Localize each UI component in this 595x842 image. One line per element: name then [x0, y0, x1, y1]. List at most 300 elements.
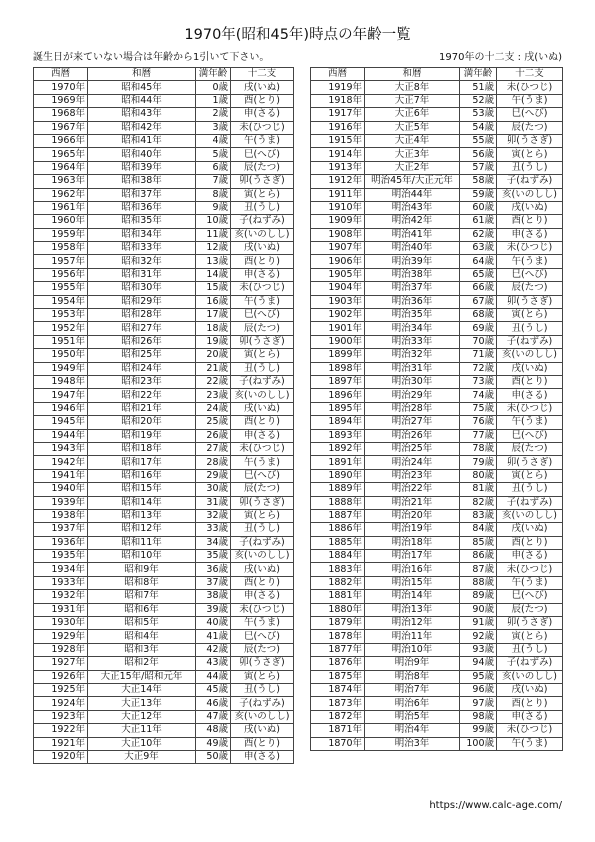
table-row: [311, 630, 563, 643]
wareki-cell: 明治36年: [365, 295, 460, 308]
zodiac-cell: 戌(いぬ): [231, 402, 294, 415]
zodiac-cell: 午(うま): [497, 576, 563, 589]
age-cell: 25歳: [196, 416, 231, 429]
age-cell: 28歳: [196, 456, 231, 469]
wareki-cell: 明治33年: [365, 335, 460, 348]
age-cell: 44歳: [196, 670, 231, 683]
age-cell: 0歳: [196, 81, 231, 94]
zodiac-cell: 申(さる): [231, 590, 294, 603]
wareki-cell: 昭和18年: [88, 442, 196, 455]
table-row: [311, 724, 563, 737]
zodiac-cell: 辰(たつ): [497, 121, 563, 134]
zodiac-cell: 亥(いのしし): [231, 710, 294, 723]
age-cell: 62歳: [460, 228, 497, 241]
seireki-cell: 1898年: [311, 362, 365, 375]
page-title: 1970年(昭和45年)時点の年齢一覧: [184, 27, 411, 43]
seireki-cell: 1890年: [311, 469, 365, 482]
table-row: [311, 121, 563, 134]
zodiac-cell: 申(さる): [231, 429, 294, 442]
table-row: [34, 429, 294, 442]
age-cell: 33歳: [196, 523, 231, 536]
wareki-cell: 明治24年: [365, 456, 460, 469]
wareki-cell: 明治43年: [365, 201, 460, 214]
age-cell: 69歳: [460, 322, 497, 335]
age-cell: 18歳: [196, 322, 231, 335]
age-cell: 89歳: [460, 590, 497, 603]
zodiac-cell: 寅(とら): [231, 349, 294, 362]
age-cell: 31歳: [196, 496, 231, 509]
zodiac-cell: 子(ねずみ): [231, 215, 294, 228]
zodiac-cell: 丑(うし): [231, 362, 294, 375]
zodiac-cell: 亥(いのしし): [497, 188, 563, 201]
table-row: [34, 188, 294, 201]
wareki-cell: 明治7年: [365, 683, 460, 696]
age-cell: 40歳: [196, 617, 231, 630]
wareki-cell: 昭和20年: [88, 416, 196, 429]
age-cell: 1歳: [196, 94, 231, 107]
age-cell: 85歳: [460, 536, 497, 549]
seireki-cell: 1929年: [34, 630, 88, 643]
wareki-cell: 明治8年: [365, 670, 460, 683]
table-row: [34, 94, 294, 107]
zodiac-cell: 酉(とり): [231, 94, 294, 107]
seireki-cell: 1885年: [311, 536, 365, 549]
age-cell: 68歳: [460, 309, 497, 322]
table-row: [34, 509, 294, 522]
zodiac-cell: 申(さる): [231, 268, 294, 281]
seireki-cell: 1895年: [311, 402, 365, 415]
age-cell: 75歳: [460, 402, 497, 415]
seireki-cell: 1955年: [34, 282, 88, 295]
table-row: [311, 108, 563, 121]
age-cell: 27歳: [196, 442, 231, 455]
wareki-cell: 明治12年: [365, 617, 460, 630]
seireki-cell: 1957年: [34, 255, 88, 268]
zodiac-cell: 午(うま): [497, 416, 563, 429]
zodiac-cell: 亥(いのしし): [231, 550, 294, 563]
zodiac-cell: 子(ねずみ): [497, 657, 563, 670]
table-row: [311, 590, 563, 603]
wareki-cell: 明治44年: [365, 188, 460, 201]
table-row: [34, 134, 294, 147]
zodiac-cell: 子(ねずみ): [497, 335, 563, 348]
table-row: [311, 442, 563, 455]
zodiac-cell: 巳(へび): [231, 148, 294, 161]
zodiac-cell: 寅(とら): [497, 630, 563, 643]
seireki-cell: 1969年: [34, 94, 88, 107]
wareki-cell: 明治31年: [365, 362, 460, 375]
table-row: [34, 335, 294, 348]
table-row: [34, 295, 294, 308]
wareki-cell: 昭和21年: [88, 402, 196, 415]
age-cell: 12歳: [196, 242, 231, 255]
wareki-cell: 昭和41年: [88, 134, 196, 147]
age-cell: 65歳: [460, 268, 497, 281]
seireki-cell: 1896年: [311, 389, 365, 402]
wareki-cell: 明治18年: [365, 536, 460, 549]
table-row: [34, 389, 294, 402]
zodiac-cell: 子(ねずみ): [497, 496, 563, 509]
table-row: [34, 175, 294, 188]
zodiac-cell: 未(ひつじ): [231, 121, 294, 134]
age-cell: 5歳: [196, 148, 231, 161]
age-cell: 3歳: [196, 121, 231, 134]
zodiac-cell: 酉(とり): [497, 697, 563, 710]
seireki-cell: 1954年: [34, 295, 88, 308]
seireki-cell: 1907年: [311, 242, 365, 255]
age-cell: 93歳: [460, 643, 497, 656]
age-cell: 61歳: [460, 215, 497, 228]
wareki-cell: 明治42年: [365, 215, 460, 228]
age-cell: 13歳: [196, 255, 231, 268]
table-body-left: [34, 81, 294, 764]
zodiac-cell: 辰(たつ): [497, 282, 563, 295]
age-cell: 63歳: [460, 242, 497, 255]
wareki-cell: 明治14年: [365, 590, 460, 603]
zodiac-cell: 午(うま): [231, 617, 294, 630]
table-row: [311, 657, 563, 670]
zodiac-cell: 巳(へび): [497, 590, 563, 603]
zodiac-cell: 戌(いぬ): [497, 362, 563, 375]
wareki-cell: 明治26年: [365, 429, 460, 442]
age-cell: 32歳: [196, 509, 231, 522]
seireki-cell: 1889年: [311, 483, 365, 496]
seireki-cell: 1964年: [34, 161, 88, 174]
table-row: [34, 536, 294, 549]
table-row: [34, 630, 294, 643]
zodiac-cell: 未(ひつじ): [497, 81, 563, 94]
age-cell: 56歳: [460, 148, 497, 161]
wareki-cell: 大正9年: [88, 750, 196, 763]
zodiac-cell: 子(ねずみ): [497, 175, 563, 188]
wareki-cell: 昭和44年: [88, 94, 196, 107]
zodiac-cell: 午(うま): [231, 295, 294, 308]
table-row: [34, 201, 294, 214]
zodiac-cell: 戌(いぬ): [231, 724, 294, 737]
age-cell: 11歳: [196, 228, 231, 241]
age-cell: 79歳: [460, 456, 497, 469]
zodiac-cell: 寅(とら): [231, 509, 294, 522]
wareki-cell: 昭和13年: [88, 509, 196, 522]
table-row: [311, 402, 563, 415]
seireki-cell: 1888年: [311, 496, 365, 509]
wareki-cell: 明治30年: [365, 375, 460, 388]
seireki-cell: 1871年: [311, 724, 365, 737]
wareki-cell: 大正11年: [88, 724, 196, 737]
zodiac-cell: 丑(うし): [497, 643, 563, 656]
wareki-cell: 大正7年: [365, 94, 460, 107]
seireki-cell: 1922年: [34, 724, 88, 737]
age-cell: 8歳: [196, 188, 231, 201]
table-row: [34, 469, 294, 482]
wareki-cell: 昭和14年: [88, 496, 196, 509]
table-row: [34, 416, 294, 429]
wareki-cell: 明治22年: [365, 483, 460, 496]
zodiac-cell: 戌(いぬ): [497, 523, 563, 536]
seireki-cell: 1884年: [311, 550, 365, 563]
table-row: [34, 362, 294, 375]
table-row: [34, 402, 294, 415]
seireki-cell: 1935年: [34, 550, 88, 563]
wareki-cell: 大正4年: [365, 134, 460, 147]
seireki-cell: 1951年: [34, 335, 88, 348]
table-row: [34, 108, 294, 121]
seireki-cell: 1940年: [34, 483, 88, 496]
table-row: [311, 215, 563, 228]
wareki-cell: 昭和8年: [88, 576, 196, 589]
zodiac-cell: 申(さる): [231, 750, 294, 763]
seireki-cell: 1878年: [311, 630, 365, 643]
age-cell: 22歳: [196, 375, 231, 388]
wareki-cell: 昭和39年: [88, 161, 196, 174]
age-cell: 7歳: [196, 175, 231, 188]
seireki-cell: 1927年: [34, 657, 88, 670]
table-row: [311, 416, 563, 429]
wareki-cell: 大正6年: [365, 108, 460, 121]
age-cell: 10歳: [196, 215, 231, 228]
wareki-cell: 昭和11年: [88, 536, 196, 549]
age-cell: 71歳: [460, 349, 497, 362]
wareki-cell: 昭和32年: [88, 255, 196, 268]
zodiac-cell: 戌(いぬ): [231, 242, 294, 255]
seireki-cell: 1908年: [311, 228, 365, 241]
seireki-cell: 1915年: [311, 134, 365, 147]
seireki-cell: 1939年: [34, 496, 88, 509]
table-row: [311, 710, 563, 723]
age-cell: 2歳: [196, 108, 231, 121]
table-row: [311, 255, 563, 268]
zodiac-cell: 午(うま): [497, 255, 563, 268]
wareki-cell: 明治16年: [365, 563, 460, 576]
zodiac-cell: 子(ねずみ): [231, 375, 294, 388]
table-row: [34, 81, 294, 94]
age-cell: 82歳: [460, 496, 497, 509]
wareki-cell: 明治10年: [365, 643, 460, 656]
table-row: [311, 161, 563, 174]
zodiac-cell: 卯(うさぎ): [231, 175, 294, 188]
zodiac-cell: 酉(とり): [231, 737, 294, 750]
age-cell: 73歳: [460, 375, 497, 388]
zodiac-cell: 卯(うさぎ): [231, 657, 294, 670]
wareki-cell: 昭和27年: [88, 322, 196, 335]
age-cell: 20歳: [196, 349, 231, 362]
zodiac-cell: 申(さる): [497, 389, 563, 402]
wareki-cell: 大正10年: [88, 737, 196, 750]
wareki-cell: 大正13年: [88, 697, 196, 710]
seireki-cell: 1967年: [34, 121, 88, 134]
wareki-cell: 昭和6年: [88, 603, 196, 616]
seireki-cell: 1902年: [311, 309, 365, 322]
zodiac-cell: 寅(とら): [497, 469, 563, 482]
table-row: [34, 215, 294, 228]
age-cell: 90歳: [460, 603, 497, 616]
age-cell: 99歳: [460, 724, 497, 737]
age-table-right: [310, 67, 563, 751]
table-row: [311, 94, 563, 107]
table-row: [311, 456, 563, 469]
table-row: [34, 483, 294, 496]
age-table-left: [33, 67, 294, 764]
header-zodiac: 十二支: [497, 68, 563, 81]
table-row: [34, 161, 294, 174]
age-cell: 34歳: [196, 536, 231, 549]
age-cell: 70歳: [460, 335, 497, 348]
seireki-cell: 1944年: [34, 429, 88, 442]
wareki-cell: 昭和4年: [88, 630, 196, 643]
age-cell: 14歳: [196, 268, 231, 281]
zodiac-cell: 巳(へび): [231, 469, 294, 482]
age-cell: 92歳: [460, 630, 497, 643]
age-cell: 66歳: [460, 282, 497, 295]
seireki-cell: 1870年: [311, 737, 365, 750]
seireki-cell: 1937年: [34, 523, 88, 536]
zodiac-cell: 亥(いのしし): [497, 670, 563, 683]
wareki-cell: 昭和40年: [88, 148, 196, 161]
wareki-cell: 昭和45年: [88, 81, 196, 94]
seireki-cell: 1910年: [311, 201, 365, 214]
zodiac-cell: 午(うま): [231, 134, 294, 147]
wareki-cell: 明治20年: [365, 509, 460, 522]
wareki-cell: 大正8年: [365, 81, 460, 94]
zodiac-cell: 酉(とり): [497, 375, 563, 388]
seireki-cell: 1891年: [311, 456, 365, 469]
zodiac-cell: 丑(うし): [231, 683, 294, 696]
zodiac-cell: 酉(とり): [497, 536, 563, 549]
table-row: [34, 242, 294, 255]
seireki-cell: 1965年: [34, 148, 88, 161]
wareki-cell: 明治25年: [365, 442, 460, 455]
table-row: [34, 590, 294, 603]
wareki-cell: 昭和7年: [88, 590, 196, 603]
seireki-cell: 1876年: [311, 657, 365, 670]
wareki-cell: 昭和17年: [88, 456, 196, 469]
table-row: [34, 456, 294, 469]
age-cell: 26歳: [196, 429, 231, 442]
seireki-cell: 1899年: [311, 349, 365, 362]
table-body-right: [311, 81, 563, 751]
wareki-cell: 明治5年: [365, 710, 460, 723]
age-cell: 53歳: [460, 108, 497, 121]
seireki-cell: 1920年: [34, 750, 88, 763]
header-seireki: 西暦: [311, 68, 365, 81]
seireki-cell: 1956年: [34, 268, 88, 281]
table-row: [311, 81, 563, 94]
table-row: [34, 121, 294, 134]
seireki-cell: 1943年: [34, 442, 88, 455]
table-row: [34, 349, 294, 362]
zodiac-cell: 巳(へび): [231, 630, 294, 643]
table-row: [311, 469, 563, 482]
seireki-cell: 1918年: [311, 94, 365, 107]
table-row: [311, 550, 563, 563]
wareki-cell: 明治3年: [365, 737, 460, 750]
table-row: [311, 683, 563, 696]
table-row: [34, 268, 294, 281]
table-row: [34, 282, 294, 295]
age-cell: 6歳: [196, 161, 231, 174]
seireki-cell: 1949年: [34, 362, 88, 375]
wareki-cell: 昭和31年: [88, 268, 196, 281]
seireki-cell: 1942年: [34, 456, 88, 469]
seireki-cell: 1928年: [34, 643, 88, 656]
zodiac-cell: 亥(いのしし): [497, 349, 563, 362]
wareki-cell: 大正5年: [365, 121, 460, 134]
seireki-cell: 1880年: [311, 603, 365, 616]
wareki-cell: 明治11年: [365, 630, 460, 643]
table-row: [34, 309, 294, 322]
table-row: [34, 563, 294, 576]
table-row: [311, 148, 563, 161]
table-row: [34, 617, 294, 630]
age-cell: 88歳: [460, 576, 497, 589]
wareki-cell: 明治34年: [365, 322, 460, 335]
wareki-cell: 昭和35年: [88, 215, 196, 228]
age-cell: 91歳: [460, 617, 497, 630]
age-cell: 52歳: [460, 94, 497, 107]
table-row: [34, 657, 294, 670]
age-cell: 54歳: [460, 121, 497, 134]
table-row: [311, 670, 563, 683]
age-cell: 96歳: [460, 683, 497, 696]
table-row: [311, 603, 563, 616]
wareki-cell: 昭和38年: [88, 175, 196, 188]
table-row: [311, 483, 563, 496]
seireki-cell: 1893年: [311, 429, 365, 442]
seireki-cell: 1913年: [311, 161, 365, 174]
seireki-cell: 1941年: [34, 469, 88, 482]
zodiac-cell: 戌(いぬ): [497, 201, 563, 214]
zodiac-cell: 戌(いぬ): [231, 81, 294, 94]
table-row: [311, 282, 563, 295]
table-row: [311, 389, 563, 402]
zodiac-cell: 子(ねずみ): [231, 697, 294, 710]
seireki-cell: 1883年: [311, 563, 365, 576]
zodiac-cell: 未(ひつじ): [231, 442, 294, 455]
age-cell: 97歳: [460, 697, 497, 710]
table-row: [311, 617, 563, 630]
age-cell: 19歳: [196, 335, 231, 348]
seireki-cell: 1897年: [311, 375, 365, 388]
wareki-cell: 明治17年: [365, 550, 460, 563]
seireki-cell: 1963年: [34, 175, 88, 188]
seireki-cell: 1877年: [311, 643, 365, 656]
table-row: [311, 228, 563, 241]
zodiac-note: 1970年の十二支 : 戌(いぬ): [439, 52, 562, 63]
wareki-cell: 大正15年/昭和元年: [88, 670, 196, 683]
age-cell: 43歳: [196, 657, 231, 670]
table-row: [311, 697, 563, 710]
zodiac-cell: 巳(へび): [497, 108, 563, 121]
age-cell: 98歳: [460, 710, 497, 723]
zodiac-cell: 寅(とら): [231, 670, 294, 683]
seireki-cell: 1901年: [311, 322, 365, 335]
wareki-cell: 明治41年: [365, 228, 460, 241]
seireki-cell: 1886年: [311, 523, 365, 536]
seireki-cell: 1879年: [311, 617, 365, 630]
zodiac-cell: 申(さる): [231, 108, 294, 121]
age-cell: 100歳: [460, 737, 497, 750]
seireki-cell: 1960年: [34, 215, 88, 228]
table-row: [311, 335, 563, 348]
zodiac-cell: 辰(たつ): [231, 161, 294, 174]
zodiac-cell: 戌(いぬ): [497, 683, 563, 696]
seireki-cell: 1916年: [311, 121, 365, 134]
age-cell: 94歳: [460, 657, 497, 670]
age-cell: 15歳: [196, 282, 231, 295]
wareki-cell: 昭和33年: [88, 242, 196, 255]
wareki-cell: 昭和28年: [88, 309, 196, 322]
age-cell: 72歳: [460, 362, 497, 375]
